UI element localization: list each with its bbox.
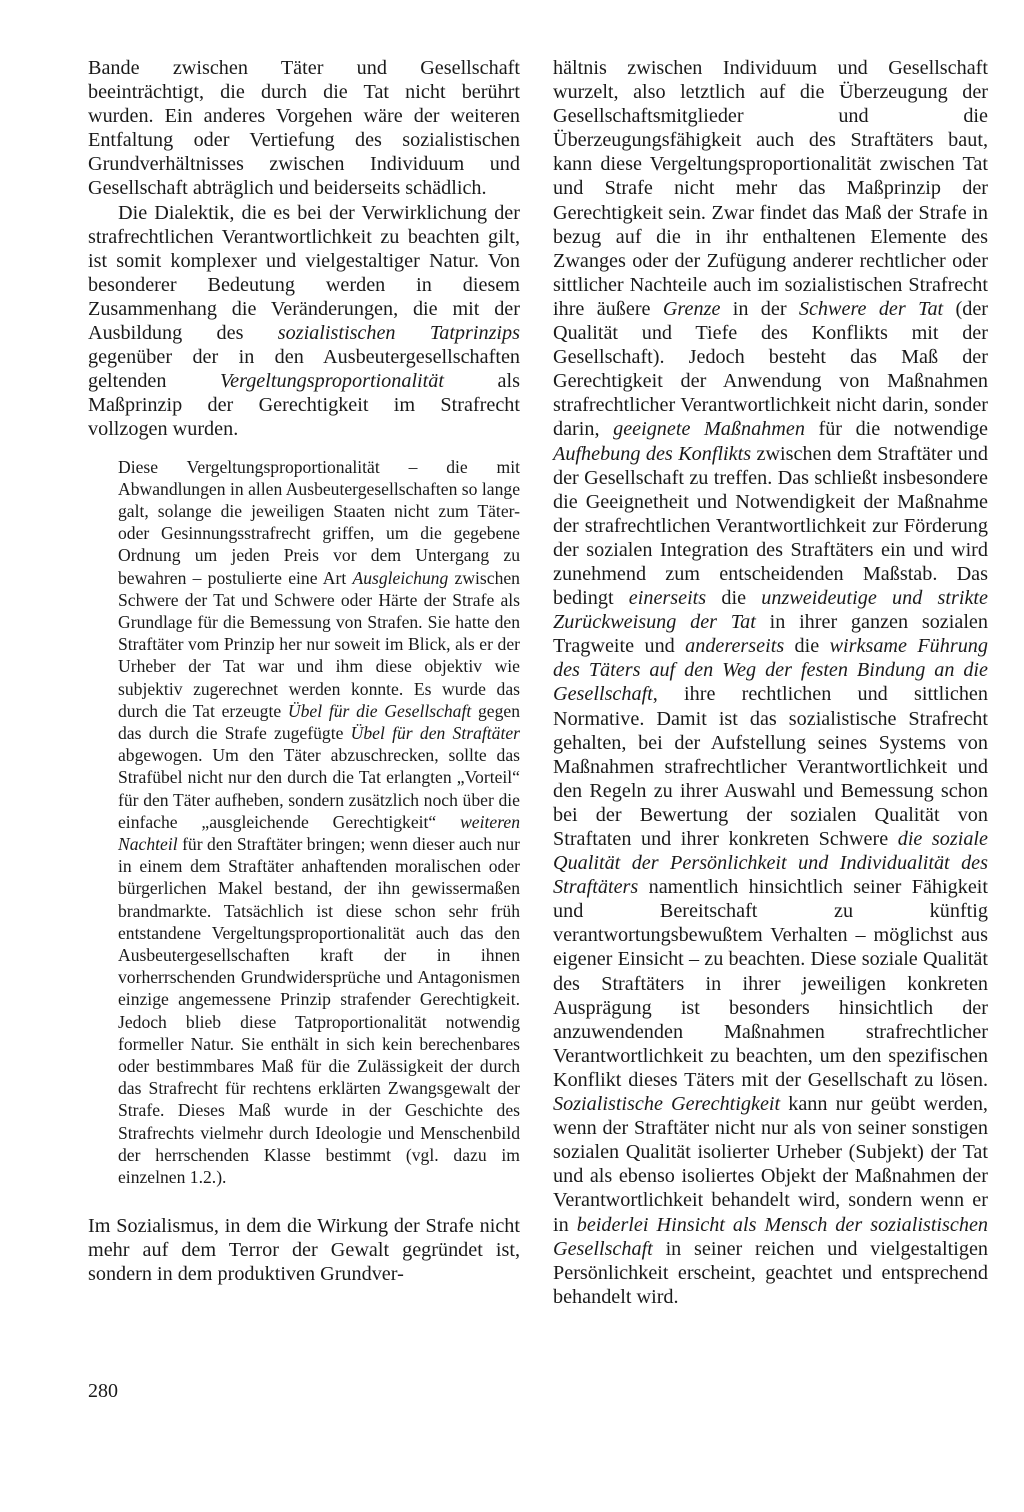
- emphasis: Ausgleichung: [352, 567, 449, 588]
- text-run: namentlich hinsichtlich seiner Fähigkeit und Bereitschaft zu künftig verantwortungsbewußtem Verhalten – möglichst aus eigener Einsicht – zu beachten. Diese soziale Qualität des Straftäters in ihrer jeweiligen konkreten Ausprägung ist besonders hinsichtlich der anzuwendenden Maßnahmen strafrechtlicher Verantwortlichkeit zu beachten, um den spezifischen Konflikt dieses Täters mit der Gesellschaft zu lösen.: [553, 876, 988, 1091]
- emphasis: geeignete Maßnahmen: [613, 418, 805, 441]
- text-run: , ihre rechtlichen und sittlichen Normative. Damit ist das sozialistische Strafrecht gehalten, bei der Aufstellung seines Systems von Maßnahmen strafrechtlicher Verantwortlichkeit und den Regeln zu ihrer Auswahl und Bemessung schon bei der Bewertung der sozialen Qualität von Straftaten und ihrer konkreten Schwere: [553, 683, 988, 850]
- emphasis: einerseits: [628, 587, 707, 610]
- paragraph-socialism: Im Sozialismus, in dem die Wirkung der Strafe nicht mehr auf dem Terror der Gewalt gegründet ist, sondern in dem produktiven Grundver-: [88, 1215, 520, 1286]
- left-column: [88, 56, 520, 1286]
- text-run: die: [706, 587, 762, 610]
- text-run: gegen das durch die Strafe zugefügte: [118, 700, 520, 743]
- emphasis: wirksame Führung des Täters auf den Weg der festen Bindung an die Gesellschaft: [553, 635, 988, 706]
- small-print-note: [118, 456, 520, 1189]
- emphasis: Grenze: [662, 297, 721, 320]
- text-run: in der: [720, 297, 799, 320]
- emphasis: Schwere der Tat: [798, 297, 944, 320]
- text-run: als Maßprinzip der Gerechtigkeit im Strafrecht vollzogen wurden.: [88, 370, 520, 441]
- text-run: zwischen dem Straftäter und der Gesellschaft zu treffen. Das schließt insbesondere die Geeignetheit und Notwendigkeit der Maßnahme der strafrechtlichen Verantwortlichkeit zur Förderung der sozialen Integration des Straftäters ein und wird zunehmend zum entscheidenden Maßstab. Das bedingt: [553, 442, 988, 610]
- text-run: in ihrer ganzen sozialen Tragweite und: [553, 611, 988, 658]
- emphasis: die soziale Qualität der Persönlichkeit und Individualität des Straftäters: [553, 828, 988, 899]
- emphasis: andererseits: [685, 635, 785, 658]
- text-run: hältnis zwischen Individuum und Gesellschaft wurzelt, also letztlich auf die Überzeugung der Gesellschaftsmitglieder und die Überzeugungsfähigkeit auch des Straftäters baut, kann diese Vergeltungsproportionalität zwischen Tat und Strafe nicht mehr das Maßprinzip der Gerechtigkeit sein. Zwar findet das Maß der Strafe in bezug auf die in ihr enthaltenen Elemente des Zwanges oder der Zufügung anderer rechtlicher oder sittlicher Nachteile auch im sozialistischen Strafrecht ihre äußere: [553, 57, 988, 320]
- emphasis: beiderlei Hinsicht als Mensch der sozialistischen Gesellschaft: [553, 1213, 988, 1260]
- page-number: 280: [88, 1380, 118, 1402]
- text-run: zwischen Schwere der Tat und Schwere oder Härte der Strafe als Grundlage für die Bemessung von Strafen. Sie hatte den Straftäter vom Prinzip her nur soweit im Blick, als er der Urheber der Tat war und ihm diese objektiv wie subjektiv zugerechnet werden konnte. Es wurde das durch die Tat erzeugte: [118, 567, 520, 721]
- text-run: (der Qualität und Tiefe des Konflikts mit der Gesellschaft). Jedoch besteht das Maß der Gerechtigkeit der Anwendung von Maßnahmen strafrechtlicher Verantwortlichkeit nicht darin, sonder darin,: [553, 297, 988, 441]
- emphasis: unzweideutige und strikte Zurückweisung der Tat: [553, 587, 988, 634]
- paragraph-dialectic: [88, 201, 520, 442]
- text-run: Diese Vergeltungsproportionalität – die mit Abwandlungen in allen Ausbeutergesellschaften so lange galt, solange die jeweiligen Staaten nicht zum Täter- oder Gesinnungsstrafrecht griffen, um die gegebene Ordnung um jeden Preis vor dem Untergang zu bewahren – postulierte eine Art: [118, 456, 520, 588]
- text-run: kann nur geübt werden, wenn der Straftäter nicht nur als von seiner sonstigen sozialen Qualität isolierter Urheber (Subjekt) der Tat und als ebenso isoliertes Objekt der Maßnahmen der Verantwortlichkeit behandelt wird, sondern wenn er in: [553, 1093, 988, 1236]
- emphasis: Sozialistische Gerechtigkeit: [553, 1093, 781, 1116]
- paragraph-continuation: [553, 56, 988, 1309]
- text-run: für die notwendige: [804, 418, 988, 441]
- text-run: die: [784, 635, 830, 658]
- emphasis: Vergeltungsproportionalität: [220, 370, 444, 393]
- text-run: Die Dialektik, die es bei der Verwirklichung der strafrechtlichen Verantwortlichkeit zu beachten gilt, ist somit komplexer und vielgestaltiger Natur. Von besonderer Bedeutung werden in diesem Zusammenhang die Veränderungen, die mit der Ausbildung des: [88, 201, 520, 345]
- emphasis: sozialistischen Tatprinzips: [277, 322, 520, 345]
- text-run: in seiner reichen und vielgestaltigen Persönlichkeit erscheint, geachtet und entsprechend behandelt wird.: [553, 1237, 988, 1308]
- text-run: für den Straftäter bringen; wenn dieser auch nur in einem dem Straftäter anhaftenden moralischen oder bürgerlichen Makel bestand, der ihn gewissermaßen brandmarkte. Tatsächlich ist diese schon sehr früh entstandene Vergeltungsproportionalität auch das den Ausbeutergesellschaften kraft der in ihnen vorherrschenden Grundwidersprüche und Antagonismen einzige angemessene Prinzip strafender Gerechtigkeit. Jedoch blieb diese Tatproportionalität notwendig formeller Natur. Sie enthält in sich kein berechenbares oder bestimmbares Maß für die Zulässigkeit der durch das Strafrecht für rechtens erklärten Zwangsgewalt der Strafe. Dieses Maß wurde in der Geschichte des Strafrechts vielmehr durch Ideologie und Menschenbild der herrschenden Klasse bestimmt (vgl. dazu im einzelnen 1.2.).: [118, 833, 520, 1187]
- text-run: abgewogen. Um den Täter abzuschrecken, sollte das Strafübel nicht nur den durch die Tat erlangten „Vorteil“ für den Täter aufheben, sondern zusätzlich noch über die einfache „ausgleichende Gerechtigkeit“: [118, 745, 520, 832]
- text-run: gegenüber der in den Ausbeutergesellschaften geltenden: [88, 346, 520, 393]
- paragraph-continued: Bande zwischen Täter und Gesellschaft beeinträchtigt, die durch die Tat nicht berührt wurden. Ein anderes Vorgehen wäre der weiteren Entfaltung oder Vertiefung des sozialistischen Grundverhältnisses zwischen Individuum und Gesellschaft abträglich und beiderseits schädlich.: [88, 57, 520, 200]
- emphasis: Übel für den Straftäter: [350, 722, 520, 743]
- emphasis: Aufhebung des Konflikts: [553, 442, 752, 465]
- emphasis: weiteren Nachteil: [118, 811, 520, 854]
- emphasis: Übel für die Gesellschaft: [287, 700, 472, 721]
- right-column: [553, 56, 988, 1309]
